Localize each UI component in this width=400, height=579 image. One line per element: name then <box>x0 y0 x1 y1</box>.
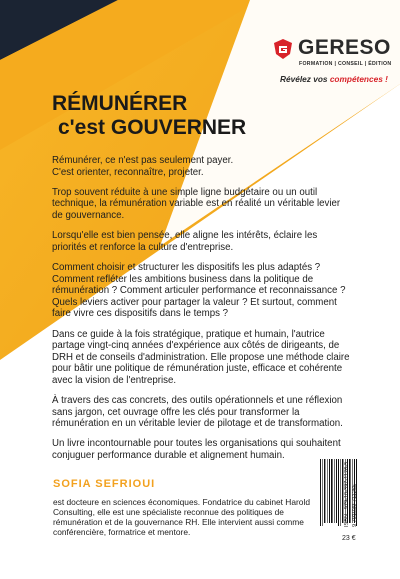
isbn-label <box>340 457 400 527</box>
title-line-2: c'est GOUVERNER <box>58 116 247 139</box>
author-name: SOFIA SEFRIOUI <box>53 478 156 490</box>
isbn-text: ISBN : 979-10-397-1126-5 <box>344 461 350 527</box>
paragraph: Dans ce guide à la fois stratégique, pratique et humain, l'autrice partage vingt-cinq années d'expérience aux côtés de dirigeants, de DRH et de conseils d'administration. Elle propose une méthode claire pour bâtir une politique de rémunération juste, efficace et cohérente avec la vision de l'entreprise. <box>52 328 350 386</box>
paragraph: Lorsqu'elle est bien pensée, elle aligne les intérêts, éclaire les priorités et renforce la culture d'entreprise. <box>52 230 318 253</box>
back-cover-text <box>52 155 352 470</box>
paragraph: Comment choisir et structurer les dispositifs les plus adaptés ? Comment refléter les ambitions business dans la politique de rémunération ? Comment articuler performance et reconnaissance ? Quels leviers activer pour partager la valeur ? Et surtout, comment faire vivre ces dispositifs dans le temps ? <box>52 261 346 320</box>
paragraph: Un livre incontournable pour toutes les organisations qui souhaitent conjuguer performance durable et alignement humain. <box>52 438 341 462</box>
tagline-prefix: Révélez vos <box>280 74 330 84</box>
book-title <box>52 92 246 140</box>
publisher-logo <box>272 36 390 106</box>
title-line-1: RÉMUNÉRER <box>52 92 188 115</box>
price: 23 € <box>342 535 356 542</box>
tagline-accent: compétences ! <box>329 74 388 84</box>
logo-tagline <box>280 74 388 84</box>
logo-name: GERESO <box>298 36 391 59</box>
paragraph: Rémunérer, ce n'est pas seulement payer. C'est orienter, reconnaître, projeter. <box>52 155 234 178</box>
paragraph: À travers des cas concrets, des outils opérationnels et une réflexion sans jargon, cet ouvrage offre les clés pour transformer la rémunération en un véritable levier de pilotage et de transformation. <box>52 395 343 430</box>
paragraph: Trop souvent réduite à une simple ligne budgétaire ou un outil technique, la rémunération variable est en réalité un véritable levier de gouvernance. <box>52 186 341 221</box>
gereso-shield-icon <box>272 38 294 60</box>
logo-subtitle: FORMATION | CONSEIL | ÉDITION <box>299 61 392 67</box>
author-bio: est docteure en sciences économiques. Fondatrice du cabinet Harold Consulting, elle est une spécialiste reconnue des politiques de rémunération et de la gouvernance RH. Elle intervient aussi comme conférencière, formatrice et mentore. <box>53 497 310 538</box>
isbn-digits: 9 791039 711265 <box>352 483 358 527</box>
